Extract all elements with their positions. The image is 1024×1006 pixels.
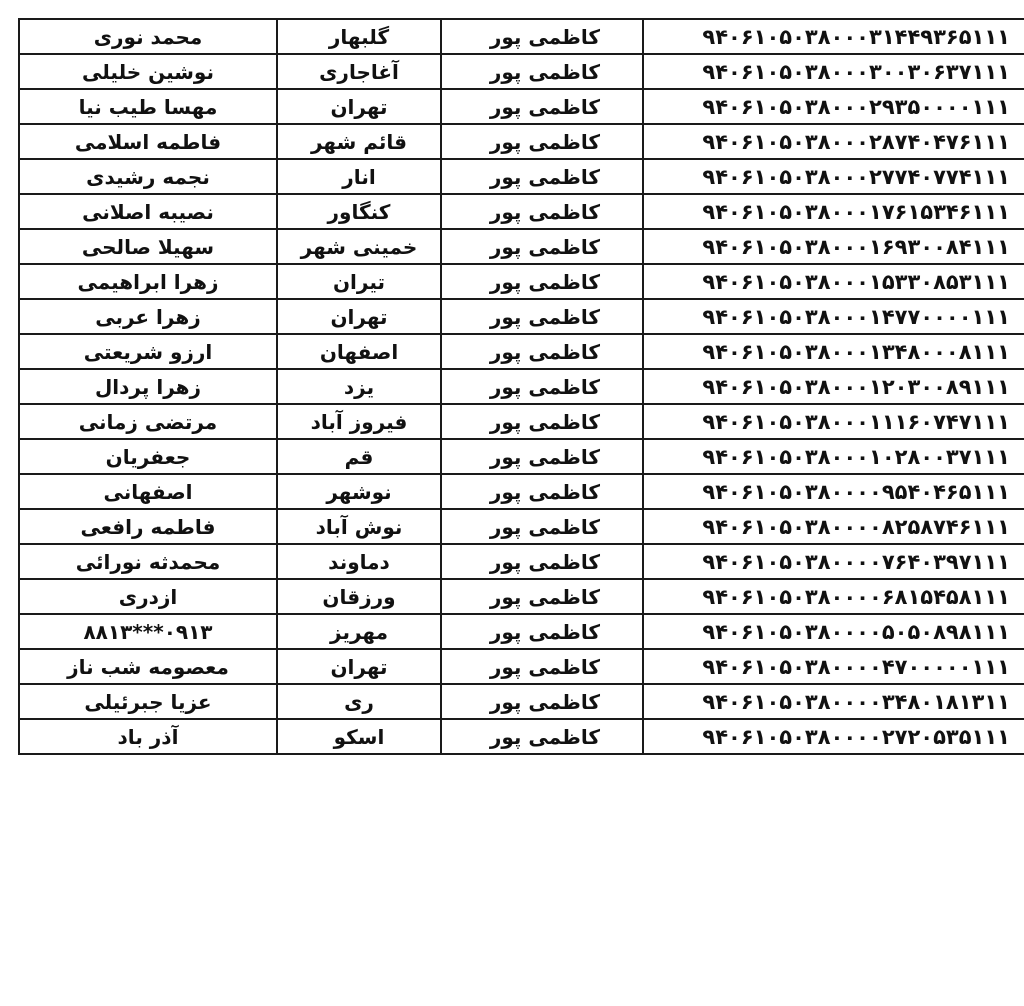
name-cell: معصومه شب ناز [19,649,277,684]
table-row [19,194,1024,229]
table-row [19,684,1024,719]
records-table-wrapper [18,18,1010,755]
name-cell: محمدثه نورائی [19,544,277,579]
city-cell: گلبهار [277,19,441,54]
name-cell: فاطمه اسلامی [19,124,277,159]
name-cell: مهسا طیب نیا [19,89,277,124]
city-cell: اصفهان [277,334,441,369]
table-row [19,719,1024,754]
table-row [19,124,1024,159]
person-cell: کاظمی پور [441,334,643,369]
table-row [19,334,1024,369]
person-cell: کاظمی پور [441,719,643,754]
city-cell: فیروز آباد [277,404,441,439]
code-cell: ۹۴۰۶۱۰۵۰۳۸۰۰۰۲۷۷۴۰۷۷۴۱۱۱ [643,159,1024,194]
code-cell: ۹۴۰۶۱۰۵۰۳۸۰۰۰۰۲۷۲۰۵۳۵۱۱۱ [643,719,1024,754]
city-cell: انار [277,159,441,194]
table-row [19,229,1024,264]
code-cell: ۹۴۰۶۱۰۵۰۳۸۰۰۰۰۹۵۴۰۴۶۵۱۱۱ [643,474,1024,509]
code-cell: ۹۴۰۶۱۰۵۰۳۸۰۰۰۱۶۹۳۰۰۸۴۱۱۱ [643,229,1024,264]
name-cell: نصیبه اصلانی [19,194,277,229]
city-cell: ری [277,684,441,719]
city-cell: مهریز [277,614,441,649]
code-cell: ۹۴۰۶۱۰۵۰۳۸۰۰۰۰۶۸۱۵۴۵۸۱۱۱ [643,579,1024,614]
city-cell: اسکو [277,719,441,754]
table-row [19,159,1024,194]
city-cell: تهران [277,649,441,684]
person-cell: کاظمی پور [441,404,643,439]
table-row [19,54,1024,89]
name-cell: ارزو شریعتی [19,334,277,369]
table-row [19,299,1024,334]
table-row [19,614,1024,649]
city-cell: تهران [277,299,441,334]
person-cell: کاظمی پور [441,124,643,159]
name-cell: زهرا ابراهیمی [19,264,277,299]
person-cell: کاظمی پور [441,649,643,684]
code-cell: ۹۴۰۶۱۰۵۰۳۸۰۰۰۰۷۶۴۰۳۹۷۱۱۱ [643,544,1024,579]
name-cell: فاطمه رافعی [19,509,277,544]
city-cell: نوش آباد [277,509,441,544]
code-cell: ۹۴۰۶۱۰۵۰۳۸۰۰۰۰۵۰۵۰۸۹۸۱۱۱ [643,614,1024,649]
name-cell: ۰۹۱۳***۸۸۱۳ [19,614,277,649]
name-cell: نوشین خلیلی [19,54,277,89]
name-cell: زهرا پردال [19,369,277,404]
name-cell: محمد نوری [19,19,277,54]
name-cell: آذر باد [19,719,277,754]
table-row [19,544,1024,579]
code-cell: ۹۴۰۶۱۰۵۰۳۸۰۰۰۳۱۴۴۹۳۶۵۱۱۱ [643,19,1024,54]
table-row [19,19,1024,54]
city-cell: قم [277,439,441,474]
city-cell: ورزقان [277,579,441,614]
records-table [18,18,1024,755]
name-cell: نجمه رشیدی [19,159,277,194]
code-cell: ۹۴۰۶۱۰۵۰۳۸۰۰۰۲۹۳۵۰۰۰۰۱۱۱ [643,89,1024,124]
name-cell: عزیا جبرئیلی [19,684,277,719]
table-row [19,649,1024,684]
person-cell: کاظمی پور [441,509,643,544]
records-table-body [19,19,1024,754]
table-row [19,474,1024,509]
city-cell: یزد [277,369,441,404]
person-cell: کاظمی پور [441,299,643,334]
person-cell: کاظمی پور [441,369,643,404]
code-cell: ۹۴۰۶۱۰۵۰۳۸۰۰۰۰۸۲۵۸۷۴۶۱۱۱ [643,509,1024,544]
code-cell: ۹۴۰۶۱۰۵۰۳۸۰۰۰۳۰۰۳۰۶۳۷۱۱۱ [643,54,1024,89]
name-cell: ازدری [19,579,277,614]
name-cell: سهیلا صالحی [19,229,277,264]
person-cell: کاظمی پور [441,579,643,614]
code-cell: ۹۴۰۶۱۰۵۰۳۸۰۰۰۱۷۶۱۵۳۴۶۱۱۱ [643,194,1024,229]
city-cell: تهران [277,89,441,124]
code-cell: ۹۴۰۶۱۰۵۰۳۸۰۰۰۰۴۷۰۰۰۰۰۱۱۱ [643,649,1024,684]
code-cell: ۹۴۰۶۱۰۵۰۳۸۰۰۰۰۳۴۸۰۱۸۱۳۱۱ [643,684,1024,719]
person-cell: کاظمی پور [441,19,643,54]
table-row [19,509,1024,544]
person-cell: کاظمی پور [441,54,643,89]
table-row [19,369,1024,404]
table-row [19,264,1024,299]
person-cell: کاظمی پور [441,264,643,299]
code-cell: ۹۴۰۶۱۰۵۰۳۸۰۰۰۱۵۳۳۰۸۵۳۱۱۱ [643,264,1024,299]
city-cell: تیران [277,264,441,299]
name-cell: مرتضی زمانی [19,404,277,439]
code-cell: ۹۴۰۶۱۰۵۰۳۸۰۰۰۱۱۱۶۰۷۴۷۱۱۱ [643,404,1024,439]
code-cell: ۹۴۰۶۱۰۵۰۳۸۰۰۰۲۸۷۴۰۴۷۶۱۱۱ [643,124,1024,159]
person-cell: کاظمی پور [441,229,643,264]
table-row [19,439,1024,474]
person-cell: کاظمی پور [441,474,643,509]
city-cell: دماوند [277,544,441,579]
code-cell: ۹۴۰۶۱۰۵۰۳۸۰۰۰۱۰۲۸۰۰۳۷۱۱۱ [643,439,1024,474]
name-cell: اصفهانی [19,474,277,509]
city-cell: قائم شهر [277,124,441,159]
person-cell: کاظمی پور [441,194,643,229]
person-cell: کاظمی پور [441,89,643,124]
table-row [19,89,1024,124]
person-cell: کاظمی پور [441,159,643,194]
person-cell: کاظمی پور [441,684,643,719]
name-cell: زهرا عربی [19,299,277,334]
code-cell: ۹۴۰۶۱۰۵۰۳۸۰۰۰۱۲۰۳۰۰۸۹۱۱۱ [643,369,1024,404]
table-row [19,404,1024,439]
city-cell: کنگاور [277,194,441,229]
code-cell: ۹۴۰۶۱۰۵۰۳۸۰۰۰۱۴۷۷۰۰۰۰۱۱۱ [643,299,1024,334]
person-cell: کاظمی پور [441,544,643,579]
city-cell: نوشهر [277,474,441,509]
code-cell: ۹۴۰۶۱۰۵۰۳۸۰۰۰۱۳۴۸۰۰۰۸۱۱۱ [643,334,1024,369]
city-cell: آغاجاری [277,54,441,89]
table-row [19,579,1024,614]
person-cell: کاظمی پور [441,439,643,474]
city-cell: خمینی شهر [277,229,441,264]
person-cell: کاظمی پور [441,614,643,649]
name-cell: جعفریان [19,439,277,474]
